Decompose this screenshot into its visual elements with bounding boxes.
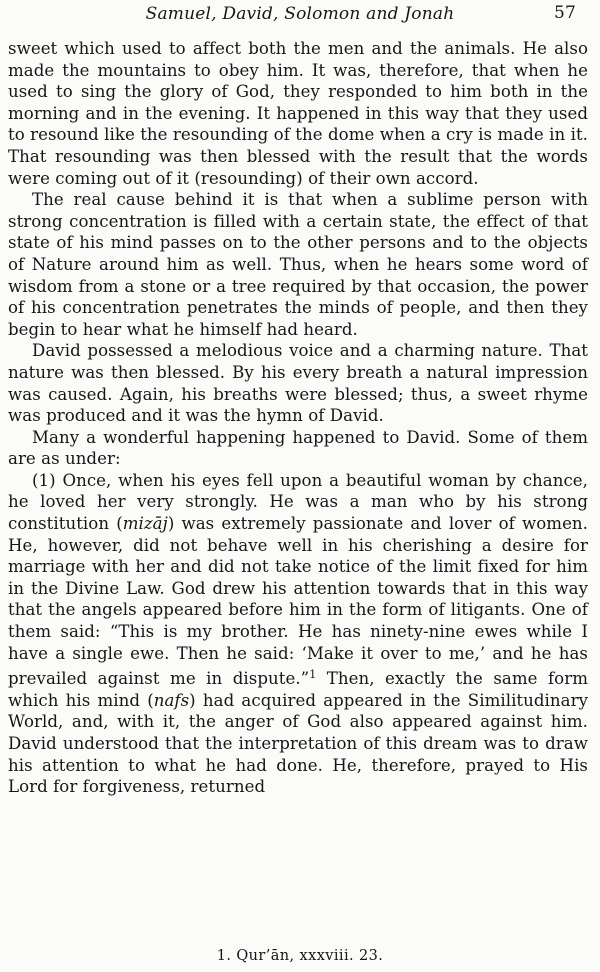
text-run: ) was extremely passionate and lover of women. He, however, did not behave well in his cherishing a desire for marriage with her and did not take notice of the limit fixed for him in the Divine Law. God drew his attention towards that in this way that the angels appeared before him in the form of litigants. One of them said: “This is my brother. He has ninety-nine ewes while I have a single ewe. Then he said: ‘Make it over to me,’ and he has prevailed against me in dispute.” (8, 514, 588, 689)
paragraph-5 (8, 470, 588, 798)
running-title: Samuel, David, Solomon and Jonah (145, 4, 455, 24)
running-header (0, 0, 600, 28)
text-run: Then, exactly the same form which his mind ( (8, 669, 588, 710)
text-run: (1) Once, when his eyes fell upon a beautiful woman by chance, he loved her very strongly. He was a man who by his strong constitution ( (8, 470, 588, 534)
footnote: 1. Qur’ān, xxxviii. 23. (216, 948, 384, 964)
paragraph-2: The real cause behind it is that when a sublime person with strong concentration is filled with a certain state, the effect of that state of his mind passes on to the other persons and to the objects of Nature around him as well. Thus, when he hears some word of wisdom from a stone or a tree required by that occasion, the power of his concentration penetrates the minds of people, and then they begin to hear what he himself had heard. (8, 190, 588, 339)
footnote-marker[interactable]: 1 (309, 668, 317, 682)
paragraph-3: David possessed a melodious voice and a charming nature. That nature was then blessed. By his every breath a natural impression was caused. Again, his breaths were blessed; thus, a sweet rhyme was produced and it was the hymn of David. (8, 341, 588, 426)
body-text (8, 38, 588, 798)
page-number: 57 (553, 3, 576, 23)
italic-term-nafs: nafs (153, 690, 190, 710)
paragraph-4: Many a wonderful happening happened to David. Some of them are as under: (8, 427, 588, 469)
italic-term-mizaj: mizāj (122, 514, 168, 534)
text-run: ) had acquired appeared in the Similitudinary World, and, with it, the anger of God also appeared against him. David understood that the interpretation of this dream was to draw his attention to what he had done. He, therefore, prayed to His Lord for forgiveness, returned (8, 690, 588, 797)
paragraph-1: sweet which used to affect both the men and the animals. He also made the mountains to obey him. It was, therefore, that when he used to sing the glory of God, they responded to him both in the morning and in the evening. It happened in this way that they used to resound like the resounding of the dome when a cry is made in it. That resounding was then blessed with the result that the words were coming out of it (resounding) of their own accord. (8, 39, 588, 188)
